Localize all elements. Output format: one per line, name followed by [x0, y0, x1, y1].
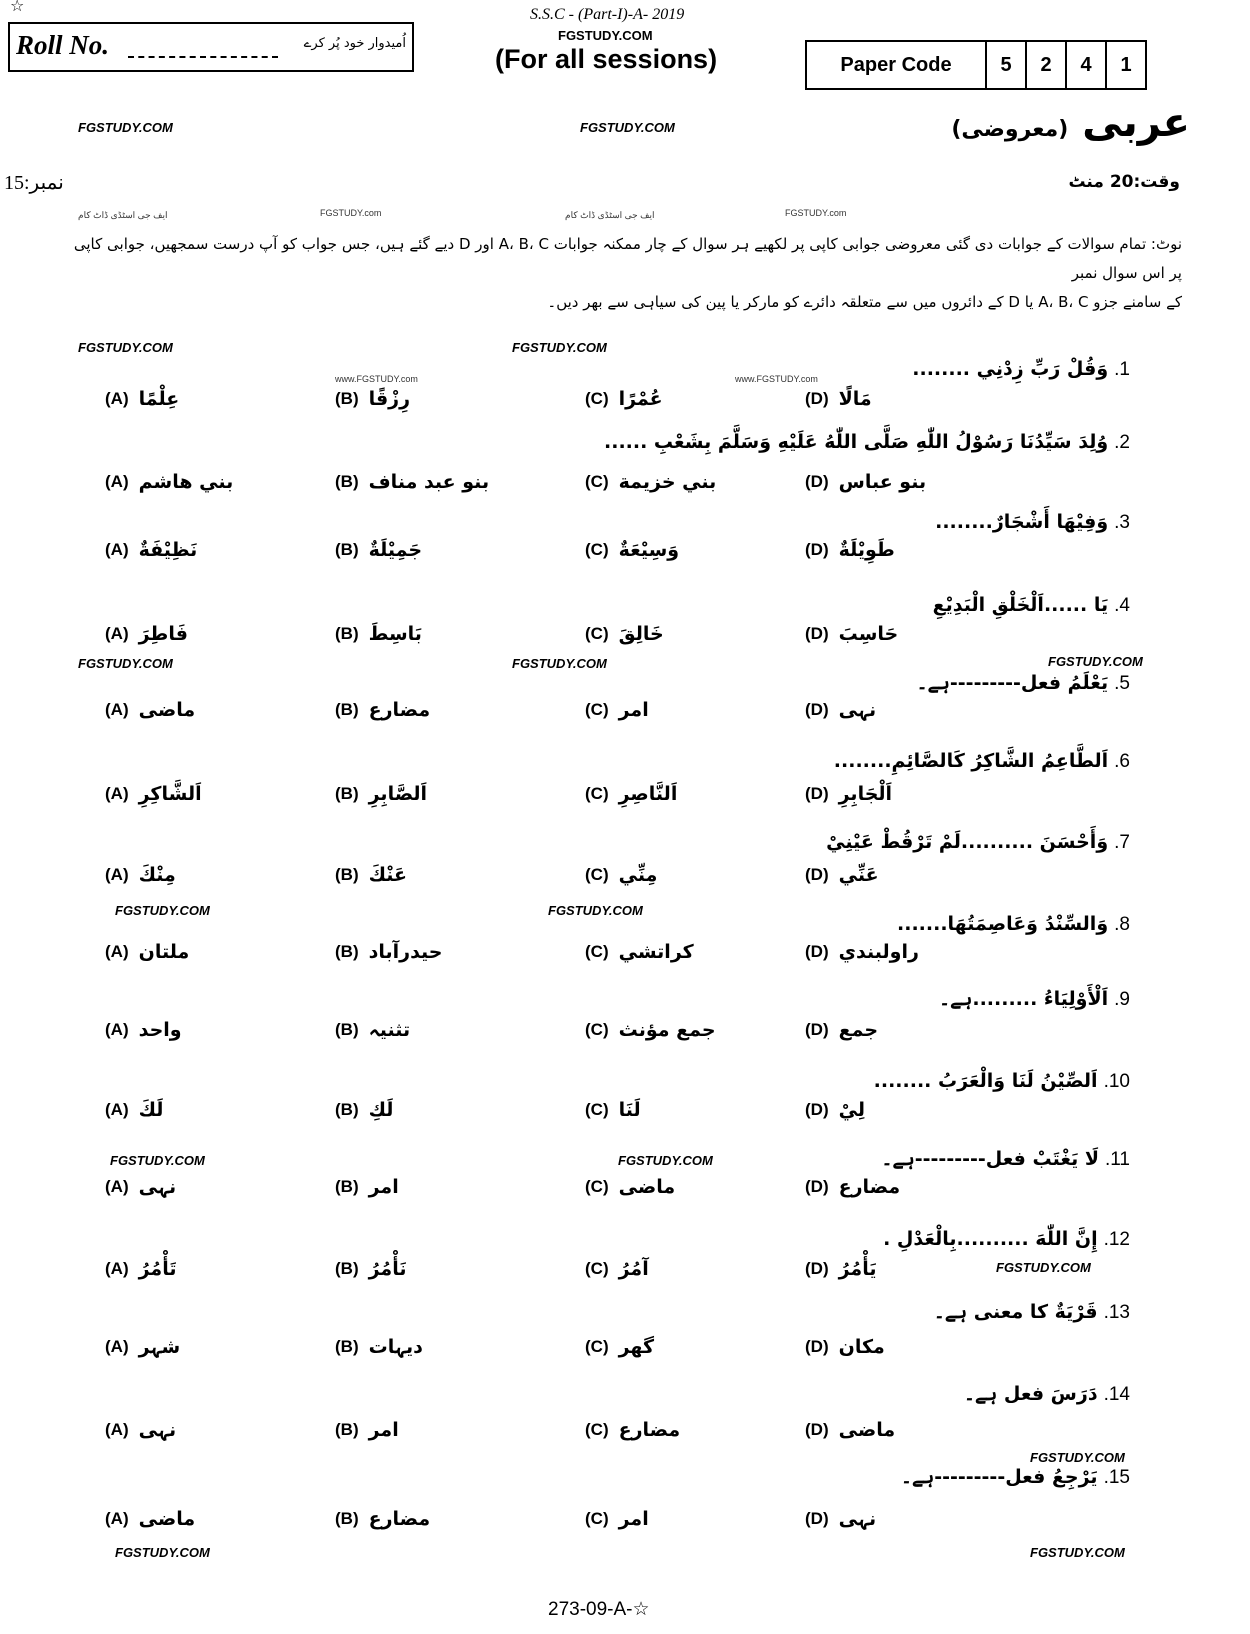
question-text: وَفِيْهَا أَشْجَارٌ........ — [935, 511, 1109, 533]
option-d — [805, 471, 926, 493]
option-label: (B) — [335, 865, 359, 884]
question-number: 7. — [1114, 832, 1130, 853]
option-text: بني هاشم — [138, 471, 234, 493]
option-b — [335, 1176, 399, 1198]
option-c — [585, 1099, 641, 1121]
question-15 — [901, 1466, 1130, 1489]
option-text: لَنَا — [618, 1099, 641, 1121]
question-9 — [939, 988, 1130, 1011]
option-label: (A) — [105, 389, 129, 408]
paper-code-digit: 5 — [985, 42, 1025, 88]
option-text: بنو عباس — [838, 471, 927, 493]
option-label: (A) — [105, 700, 129, 719]
question-number: 6. — [1114, 751, 1130, 772]
option-label: (B) — [335, 700, 359, 719]
option-label: (B) — [335, 1100, 359, 1119]
option-label: (B) — [335, 1509, 359, 1528]
option-label: (C) — [585, 1259, 609, 1278]
option-c — [585, 864, 657, 886]
option-label: (B) — [335, 624, 359, 643]
option-c — [585, 1258, 649, 1280]
option-text: نَأْمُرُ — [368, 1258, 407, 1280]
option-d — [805, 1176, 900, 1198]
question-text: وُلِدَ سَيِّدُنَا رَسُوْلُ اللّٰهِ صَلَّى اللّٰهُ عَلَيْهِ وَسَلَّمَ بِشَعْبِ ...... — [604, 431, 1109, 453]
option-text: اَلصَّابِرِ — [368, 783, 428, 805]
question-1 — [912, 358, 1130, 381]
option-text: ماضی — [138, 699, 196, 721]
option-text: گھر — [618, 1336, 655, 1358]
option-label: (C) — [585, 389, 609, 408]
option-text: بني خزيمة — [618, 471, 717, 493]
option-text: امر — [618, 1508, 649, 1530]
option-a — [105, 1176, 176, 1198]
option-label: (C) — [585, 472, 609, 491]
paper-code-digit: 4 — [1065, 42, 1105, 88]
option-text: امر — [368, 1419, 399, 1441]
question-text: وَالسِّنْدُ وَعَاصِمَتُهَا....... — [897, 913, 1109, 935]
option-text: عَنْكَ — [368, 864, 408, 886]
option-text: عُمْرًا — [618, 388, 663, 410]
roll-number-box — [8, 22, 414, 72]
watermark-urdu: ایف جی اسٹڈی ڈاٹ کام — [565, 210, 655, 220]
watermark: FGSTUDY.COM — [512, 656, 607, 671]
question-text: يَعْلَمُ فعل---------ہے۔ — [916, 672, 1109, 694]
question-number: 11. — [1104, 1149, 1130, 1170]
option-text: نہی — [838, 699, 877, 721]
option-c — [585, 699, 649, 721]
watermark: FGSTUDY.COM — [78, 120, 173, 135]
question-text: إِنَّ اللّٰهَ ..........بِالْعَدْلِ . — [883, 1228, 1098, 1250]
question-number: 5. — [1114, 673, 1130, 694]
option-text: نہی — [138, 1419, 177, 1441]
question-7 — [826, 831, 1130, 854]
option-b — [335, 471, 489, 493]
option-text: كراتشي — [618, 941, 694, 963]
option-d — [805, 1258, 876, 1280]
option-text: فَاطِرَ — [138, 623, 188, 645]
watermark: www.FGSTUDY.com — [335, 374, 418, 384]
exam-title: S.S.C - (Part-I)-A- 2019 — [530, 6, 685, 23]
option-label: (A) — [105, 1420, 129, 1439]
option-label: (B) — [335, 1020, 359, 1039]
option-d — [805, 941, 919, 963]
option-label: (C) — [585, 1020, 609, 1039]
option-text: مکان — [838, 1336, 885, 1358]
option-c — [585, 1019, 716, 1041]
option-text: دیہات — [368, 1336, 423, 1358]
option-text: آمُرُ — [618, 1258, 649, 1280]
option-b — [335, 623, 422, 645]
option-label: (B) — [335, 1259, 359, 1278]
watermark: FGSTUDY.COM — [115, 903, 210, 918]
option-c — [585, 388, 663, 410]
question-5 — [917, 672, 1130, 695]
question-text: قَرْيَةٌ کا معنی ہے۔ — [933, 1301, 1098, 1323]
option-b — [335, 1019, 410, 1041]
option-text: راولبندي — [838, 941, 919, 963]
option-a — [105, 388, 179, 410]
option-text: ماضی — [618, 1176, 676, 1198]
option-text: عِلْمًا — [138, 388, 180, 410]
option-label: (D) — [805, 1020, 829, 1039]
question-number: 2. — [1114, 432, 1130, 453]
option-label: (C) — [585, 1100, 609, 1119]
option-text: بنو عبد مناف — [368, 471, 490, 493]
question-text: وَقُلْ رَبِّ زِدْنِي ........ — [912, 358, 1109, 380]
option-text: تثنیہ — [368, 1019, 411, 1041]
option-label: (B) — [335, 1420, 359, 1439]
option-label: (D) — [805, 1177, 829, 1196]
watermark: FGSTUDY.COM — [548, 903, 643, 918]
option-text: ملتان — [138, 941, 190, 963]
roll-label: Roll No. — [16, 30, 110, 60]
paper-code-digit: 2 — [1025, 42, 1065, 88]
option-label: (B) — [335, 942, 359, 961]
question-text: وَأَحْسَنَ ..........لَمْ تَرْقُطْ عَيْنِيْ — [826, 831, 1109, 853]
option-c — [585, 941, 694, 963]
option-text: اَلشَّاكِرِ — [138, 783, 202, 805]
question-13 — [934, 1301, 1130, 1324]
option-text: جَمِيْلَةٌ — [368, 539, 423, 561]
option-b — [335, 1258, 406, 1280]
question-text: اَلصِّيْنُ لَنَا وَالْعَرَبُ ........ — [873, 1070, 1098, 1092]
instruction-line: کے سامنے جزو A، B، C یا D کے دائروں میں سے متعلقہ دائرے کو مارکر یا پین کی سیاہی سے بھر دیں۔ — [547, 293, 1182, 311]
option-label: (A) — [105, 784, 129, 803]
option-label: (C) — [585, 865, 609, 884]
option-label: (D) — [805, 389, 829, 408]
watermark-site: FGSTUDY.COM — [558, 28, 653, 43]
option-c — [585, 623, 664, 645]
question-number: 1. — [1114, 359, 1130, 380]
option-label: (A) — [105, 1100, 129, 1119]
watermark: FGSTUDY.COM — [580, 120, 675, 135]
option-b — [335, 941, 443, 963]
watermark: FGSTUDY.COM — [110, 1153, 205, 1168]
option-text: جمع مؤنث — [618, 1019, 716, 1041]
option-d — [805, 388, 872, 410]
option-text: نَظِيْفَةٌ — [138, 539, 198, 561]
option-label: (C) — [585, 624, 609, 643]
watermark: FGSTUDY.COM — [512, 340, 607, 355]
option-c — [585, 1176, 675, 1198]
option-b — [335, 864, 407, 886]
option-text: ماضی — [838, 1419, 896, 1441]
time-allowed: وقت:20 منٹ — [1068, 172, 1180, 192]
option-label: (D) — [805, 624, 829, 643]
question-14 — [964, 1383, 1130, 1406]
option-label: (D) — [805, 472, 829, 491]
watermark: FGSTUDY.COM — [1030, 1450, 1125, 1465]
option-c — [585, 1508, 649, 1530]
watermark: FGSTUDY.COM — [996, 1260, 1091, 1275]
option-label: (A) — [105, 472, 129, 491]
subject-title — [951, 100, 1190, 146]
option-text: جمع — [838, 1019, 879, 1041]
option-text: مضارع — [368, 699, 431, 721]
option-d — [805, 1336, 885, 1358]
question-text: اَلْأَوْلِيَاءُ .........ہے۔ — [938, 988, 1109, 1010]
question-text: دَرَسَ فعل ہے۔ — [963, 1383, 1098, 1405]
watermark: FGSTUDY.COM — [115, 1545, 210, 1560]
option-text: مِنِّي — [618, 864, 658, 886]
total-marks: نمبر:15 — [4, 172, 64, 194]
question-number: 3. — [1114, 512, 1130, 533]
option-text: امر — [618, 699, 649, 721]
watermark: FGSTUDY.com — [320, 208, 382, 218]
option-text: خَالِقَ — [618, 623, 664, 645]
option-b — [335, 783, 427, 805]
roll-number-field[interactable] — [128, 56, 278, 58]
option-label: (D) — [805, 1420, 829, 1439]
option-d — [805, 783, 892, 805]
option-label: (C) — [585, 700, 609, 719]
option-label: (C) — [585, 1337, 609, 1356]
question-6 — [834, 750, 1130, 773]
sessions-label: (For all sessions) — [495, 44, 718, 74]
option-label: (C) — [585, 1509, 609, 1528]
option-text: حيدرآباد — [368, 941, 443, 963]
option-label: (C) — [585, 942, 609, 961]
option-text: اَلْجَابِرِ — [838, 783, 893, 805]
option-label: (A) — [105, 942, 129, 961]
option-label: (A) — [105, 1020, 129, 1039]
option-d — [805, 539, 895, 561]
question-number: 8. — [1114, 914, 1130, 935]
question-number: 15. — [1103, 1467, 1130, 1488]
option-label: (D) — [805, 1337, 829, 1356]
question-text: يَا ......اَلْخَلْقِ الْبَدِيْعِ — [932, 594, 1109, 616]
question-text: يَرْجِعُ فعل---------ہے۔ — [900, 1466, 1098, 1488]
question-text: اَلطَّاعِمُ الشَّاكِرُ كَالصَّائِمِ........ — [833, 750, 1109, 772]
option-text: يَأْمُرُ — [838, 1258, 877, 1280]
option-a — [105, 1419, 176, 1441]
question-number: 12. — [1103, 1229, 1130, 1250]
question-3 — [935, 511, 1130, 534]
watermark: www.FGSTUDY.com — [735, 374, 818, 384]
option-label: (C) — [585, 540, 609, 559]
question-11 — [881, 1148, 1130, 1171]
option-text: لِيْ — [838, 1099, 865, 1121]
option-label: (D) — [805, 942, 829, 961]
option-c — [585, 471, 716, 493]
question-number: 9. — [1114, 989, 1130, 1010]
question-10 — [874, 1070, 1130, 1093]
option-d — [805, 1508, 876, 1530]
watermark: FGSTUDY.com — [785, 208, 847, 218]
option-text: واحد — [138, 1019, 182, 1041]
option-label: (C) — [585, 784, 609, 803]
option-text: حَاسِبَ — [838, 623, 899, 645]
option-text: شہر — [138, 1336, 181, 1358]
option-d — [805, 1019, 878, 1041]
paper-code-digit: 1 — [1105, 42, 1145, 88]
option-b — [335, 1099, 393, 1121]
option-a — [105, 539, 197, 561]
option-text: مِنْكَ — [138, 864, 176, 886]
watermark: FGSTUDY.COM — [78, 656, 173, 671]
option-label: (B) — [335, 472, 359, 491]
watermark: FGSTUDY.COM — [1030, 1545, 1125, 1560]
option-label: (B) — [335, 1337, 359, 1356]
option-label: (B) — [335, 389, 359, 408]
option-label: (D) — [805, 1509, 829, 1528]
subject-name: عربی — [1082, 100, 1190, 146]
question-number: 14. — [1103, 1384, 1130, 1405]
option-text: وَسِيْعَةٌ — [618, 539, 680, 561]
page-footer-code: 273-09-A-☆ — [548, 1599, 650, 1620]
option-text: مضارع — [618, 1419, 681, 1441]
option-c — [585, 783, 677, 805]
option-a — [105, 1258, 176, 1280]
option-d — [805, 1419, 895, 1441]
option-label: (C) — [585, 1177, 609, 1196]
option-c — [585, 539, 679, 561]
option-label: (A) — [105, 1177, 129, 1196]
watermark: FGSTUDY.COM — [618, 1153, 713, 1168]
option-a — [105, 1336, 180, 1358]
option-text: نہی — [138, 1176, 177, 1198]
option-label: (C) — [585, 1420, 609, 1439]
option-text: طَوِيْلَةٌ — [838, 539, 895, 561]
option-a — [105, 471, 233, 493]
option-text: ماضی — [138, 1508, 196, 1530]
option-d — [805, 864, 879, 886]
question-number: 10. — [1103, 1071, 1130, 1092]
option-c — [585, 1336, 654, 1358]
option-d — [805, 1099, 865, 1121]
option-text: مضارع — [838, 1176, 901, 1198]
subject-type: (معروضی) — [951, 117, 1069, 142]
option-text: عَنِّي — [838, 864, 879, 886]
option-b — [335, 388, 410, 410]
option-a — [105, 1019, 182, 1041]
question-2 — [604, 431, 1130, 454]
option-label: (A) — [105, 624, 129, 643]
option-label: (A) — [105, 1337, 129, 1356]
option-b — [335, 1419, 399, 1441]
option-text: نہی — [838, 1508, 877, 1530]
option-b — [335, 699, 430, 721]
option-c — [585, 1419, 680, 1441]
option-text: تَأْمُرُ — [138, 1258, 177, 1280]
option-label: (B) — [335, 1177, 359, 1196]
option-a — [105, 941, 189, 963]
roll-hint: اُمیدوار خود پُر کرے — [303, 36, 406, 51]
instructions — [72, 230, 1182, 317]
option-label: (A) — [105, 865, 129, 884]
option-a — [105, 864, 176, 886]
option-label: (A) — [105, 540, 129, 559]
option-text: لَكَ — [138, 1099, 164, 1121]
option-d — [805, 623, 898, 645]
option-text: مضارع — [368, 1508, 431, 1530]
option-a — [105, 1099, 163, 1121]
option-label: (A) — [105, 1509, 129, 1528]
option-label: (D) — [805, 1100, 829, 1119]
watermark: FGSTUDY.COM — [78, 340, 173, 355]
option-label: (D) — [805, 784, 829, 803]
option-text: اَلنَّاصِرِ — [618, 783, 678, 805]
watermark-urdu: ایف جی اسٹڈی ڈاٹ کام — [78, 210, 168, 220]
option-a — [105, 783, 202, 805]
option-a — [105, 623, 188, 645]
question-number: 4. — [1114, 595, 1130, 616]
instruction-line: نوٹ: تمام سوالات کے جوابات دی گئی معروضی جوابی کاپی پر لکھیے ہر سوال کے چار ممکنہ جوابات A، B، C اور D دیے گئے ہیں، جس جواب کو آپ درست سمجھیں، جوابی کاپی پر اس سوال نمبر — [73, 235, 1182, 282]
paper-code-box — [805, 40, 1147, 90]
option-label: (D) — [805, 540, 829, 559]
star-icon: ☆ — [10, 0, 25, 15]
question-12 — [883, 1228, 1130, 1251]
option-b — [335, 539, 422, 561]
option-text: بَاسِطَ — [368, 623, 422, 645]
option-label: (D) — [805, 700, 829, 719]
question-4 — [933, 594, 1130, 617]
watermark: FGSTUDY.COM — [1048, 654, 1143, 669]
question-8 — [897, 913, 1130, 936]
question-text: لَا يَغْتَبْ فعل---------ہے۔ — [881, 1148, 1099, 1170]
option-label: (D) — [805, 1259, 829, 1278]
option-text: مَالًا — [838, 388, 872, 410]
option-d — [805, 699, 876, 721]
option-label: (A) — [105, 1259, 129, 1278]
option-b — [335, 1336, 423, 1358]
option-text: امر — [368, 1176, 399, 1198]
option-label: (B) — [335, 540, 359, 559]
option-b — [335, 1508, 430, 1530]
option-a — [105, 1508, 195, 1530]
option-label: (D) — [805, 865, 829, 884]
option-text: لَكِ — [368, 1099, 394, 1121]
option-a — [105, 699, 195, 721]
question-number: 13. — [1103, 1302, 1130, 1323]
option-label: (B) — [335, 784, 359, 803]
option-text: رِزْقًا — [368, 388, 411, 410]
paper-code-label: Paper Code — [840, 53, 952, 76]
